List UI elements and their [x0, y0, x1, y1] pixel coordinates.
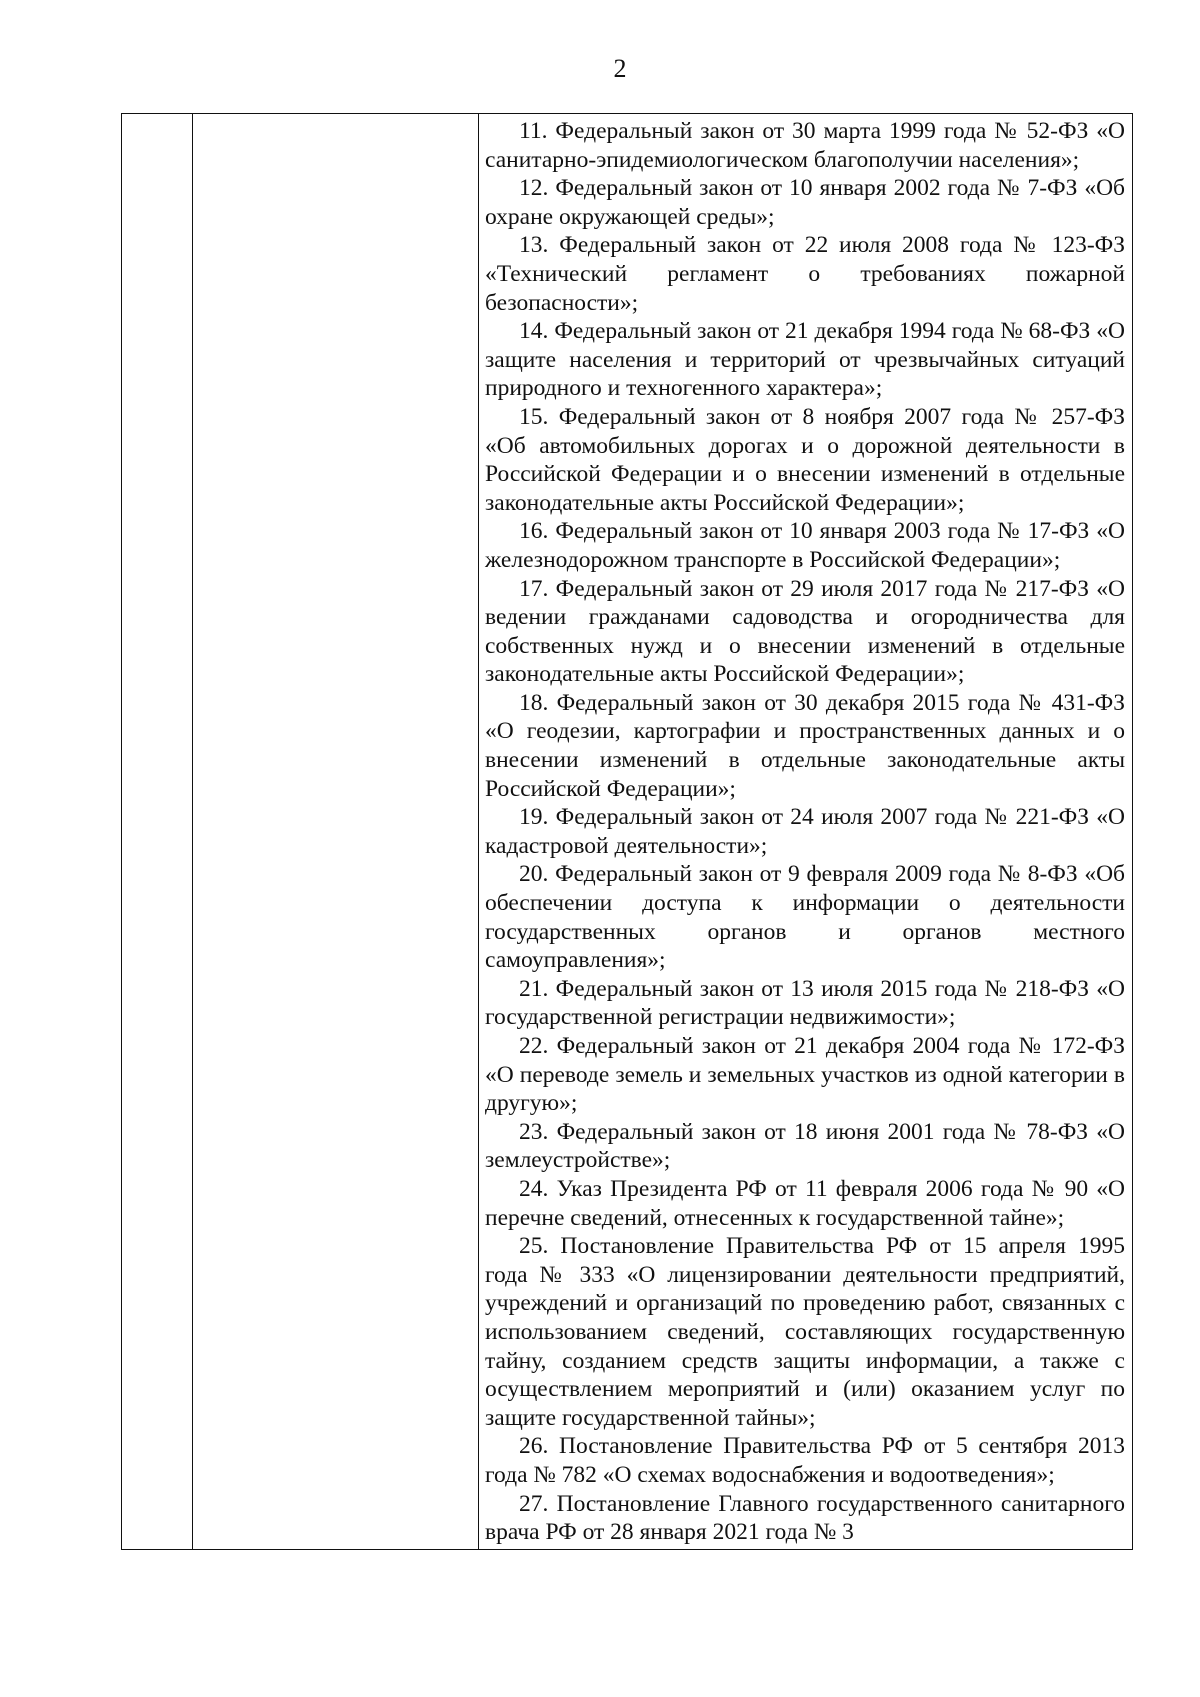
- list-item: 24. Указ Президента РФ от 11 февраля 2006 года № 90 «О перечне сведений, отнесенных к государственной тайне»;: [485, 1175, 1125, 1231]
- document-table: [121, 113, 1133, 1550]
- column-divider: [478, 114, 479, 1549]
- list-item: 12. Федеральный закон от 10 января 2002 года № 7-ФЗ «Об охране окружающей среды»;: [485, 175, 1125, 230]
- list-item: 18. Федеральный закон от 30 декабря 2015 года № 431-ФЗ «О геодезии, картографии и пространственных данных и о внесении изменений в отдельные законодательные акты Российской Федерации»;: [485, 689, 1125, 802]
- list-item: 16. Федеральный закон от 10 января 2003 года № 17-ФЗ «О железнодорожном транспорте в Российской Федерации»;: [485, 518, 1125, 573]
- list-item: 20. Федеральный закон от 9 февраля 2009 года № 8-ФЗ «Об обеспечении доступа к информации о деятельности государственных органов и органов местного самоуправления»;: [485, 861, 1125, 974]
- list-item: 27. Постановление Главного государственного санитарного врача РФ от 28 января 2021 года № 3: [485, 1490, 1125, 1546]
- list-item: 13. Федеральный закон от 22 июля 2008 года № 123-ФЗ «Технический регламент о требованиях пожарной безопасности»;: [485, 232, 1125, 316]
- list-item: 14. Федеральный закон от 21 декабря 1994 года № 68-ФЗ «О защите населения и территорий от чрезвычайных ситуаций природного и техногенного характера»;: [485, 318, 1125, 402]
- list-item: 23. Федеральный закон от 18 июня 2001 года № 78-ФЗ «О землеустройстве»;: [485, 1118, 1125, 1174]
- list-item: 25. Постановление Правительства РФ от 15 апреля 1995 года № 333 «О лицензировании деятельности предприятий, учреждений и организаций по проведению работ, связанных с использованием сведений, составляющих государственную тайну, созданием средств защиты информации, а также с осуществлением мероприятий и (или) оказанием услуг по защите государственной тайны»;: [485, 1233, 1125, 1431]
- list-item: 11. Федеральный закон от 30 марта 1999 года № 52-ФЗ «О санитарно-эпидемиологическом благополучии населения»;: [485, 118, 1125, 173]
- list-item: 15. Федеральный закон от 8 ноября 2007 года № 257-ФЗ «Об автомобильных дорогах и о дорожной деятельности в Российской Федерации и о внесении изменений в отдельные законодательные акты Российской Федерации»;: [485, 403, 1125, 516]
- list-item: 22. Федеральный закон от 21 декабря 2004 года № 172-ФЗ «О переводе земель и земельных участков из одной категории в другую»;: [485, 1033, 1125, 1117]
- page-number: 2: [613, 54, 627, 83]
- list-item: 21. Федеральный закон от 13 июля 2015 года № 218-ФЗ «О государственной регистрации недвижимости»;: [485, 975, 1125, 1031]
- list-item: 26. Постановление Правительства РФ от 5 сентября 2013 года № 782 «О схемах водоснабжения и водоотведения»;: [485, 1433, 1125, 1488]
- list-item: 17. Федеральный закон от 29 июля 2017 года № 217-ФЗ «О ведении гражданами садоводства и огородничества для собственных нужд и о внесении изменений в отдельные законодательные акты Российской Федерации»;: [485, 575, 1125, 688]
- legal-acts-list: [485, 117, 1125, 1547]
- column-divider: [192, 114, 193, 1549]
- list-item: 19. Федеральный закон от 24 июля 2007 года № 221-ФЗ «О кадастровой деятельности»;: [485, 804, 1125, 859]
